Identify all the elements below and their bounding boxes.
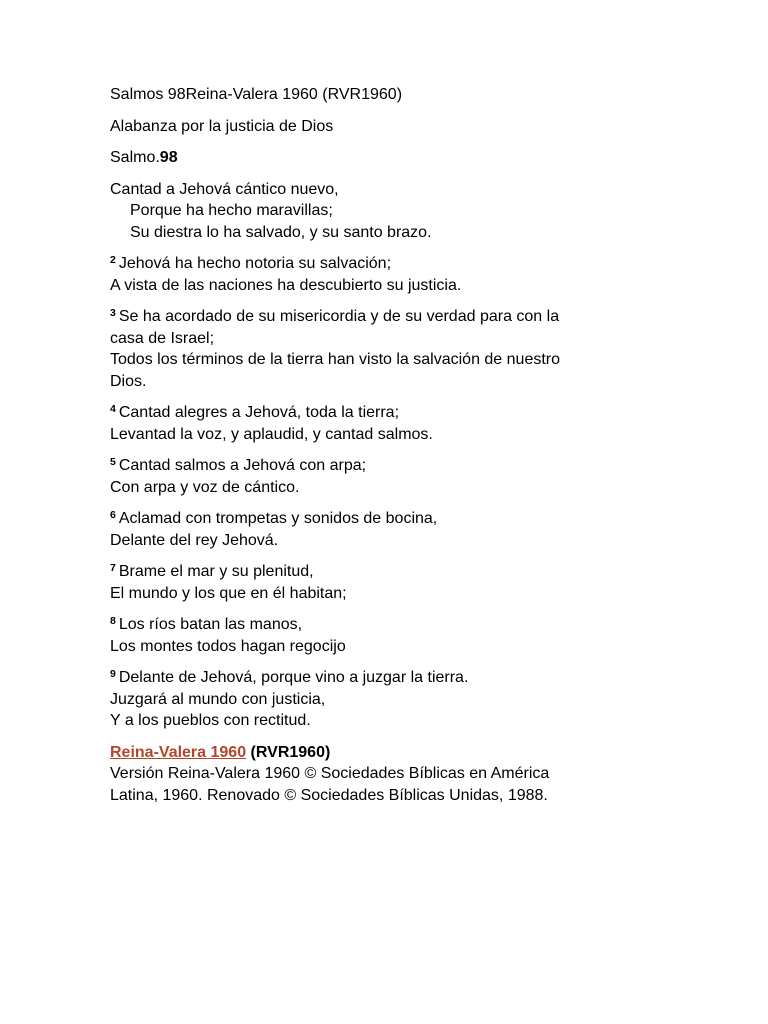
copyright-line-2: Latina, 1960. Renovado © Sociedades Bíblicas Unidas, 1988. <box>110 786 548 804</box>
verse-text: Dios. <box>110 372 147 390</box>
verse-line <box>110 200 670 222</box>
verse-line <box>110 614 670 636</box>
verse-text: Delante de Jehová, porque vino a juzgar la tierra. <box>118 669 469 686</box>
verse-line <box>110 477 670 499</box>
verse <box>110 455 670 498</box>
verse-text: Los ríos batan las manos, <box>118 616 303 633</box>
verse-text: Porque ha hecho maravillas; <box>130 202 333 219</box>
verse-text: Levantad la voz, y aplaudid, y cantad salmos. <box>110 425 433 443</box>
version-abbreviation: (RVR1960) <box>250 743 331 761</box>
verse <box>110 306 670 392</box>
verse-text: Cantad alegres a Jehová, toda la tierra; <box>118 404 400 421</box>
verse-text: Juzgará al mundo con justicia, <box>110 690 326 708</box>
verse-number: 9 <box>110 668 116 680</box>
verse-text: Jehová ha hecho notoria su salvación; <box>118 255 392 272</box>
verse-line <box>110 253 670 275</box>
verse-line <box>110 689 670 711</box>
verse-line <box>110 349 670 371</box>
verse-text: Y a los pueblos con rectitud. <box>110 712 311 729</box>
verse-text: Su diestra lo ha salvado, y su santo brazo. <box>130 223 432 241</box>
verse-number: 5 <box>110 456 116 468</box>
verse <box>110 614 670 657</box>
verse <box>110 667 670 732</box>
verse-line <box>110 530 670 552</box>
verse-line <box>110 275 670 297</box>
verse-line <box>110 424 670 446</box>
verse <box>110 402 670 445</box>
verse <box>110 561 670 604</box>
version-footer <box>110 742 670 807</box>
verse <box>110 179 670 244</box>
verse <box>110 253 670 296</box>
verse-text: El mundo y los que en él habitan; <box>110 584 347 602</box>
document-body <box>110 84 670 806</box>
verse-line <box>110 583 670 605</box>
verse-line <box>110 455 670 477</box>
verse-text: casa de Israel; <box>110 329 215 347</box>
psalm-number: 98 <box>159 149 178 166</box>
verse-text: Cantad a Jehová cántico nuevo, <box>110 180 339 198</box>
verse-text: Todos los términos de la tierra han visto la salvación de nuestro <box>110 351 561 368</box>
copyright-line-1: Versión Reina-Valera 1960 © Sociedades Bíblicas en América <box>110 765 550 782</box>
version-link[interactable]: Reina-Valera 1960 <box>110 743 247 761</box>
verse-number: 7 <box>110 562 116 574</box>
verse-line <box>110 402 670 424</box>
verse-line <box>110 371 670 393</box>
psalm-heading <box>110 147 670 169</box>
verse-text: Cantad salmos a Jehová con arpa; <box>118 457 367 474</box>
verse-text: Aclamad con trompetas y sonidos de bocina, <box>118 510 438 527</box>
psalm-subtitle: Alabanza por la justicia de Dios <box>110 117 334 135</box>
verse-text: Se ha acordado de su misericordia y de su verdad para con la <box>118 308 560 325</box>
verse-text: A vista de las naciones ha descubierto su justicia. <box>110 276 462 294</box>
verse-number: 8 <box>110 615 116 627</box>
verse-line <box>110 561 670 583</box>
verse-text: Los montes todos hagan regocijo <box>110 637 346 655</box>
verse-line <box>110 508 670 530</box>
verse-line <box>110 306 670 328</box>
verse-number: 3 <box>110 307 116 319</box>
verse-line <box>110 636 670 658</box>
verse <box>110 508 670 551</box>
verse-line <box>110 179 670 201</box>
verse-text: Con arpa y voz de cántico. <box>110 478 300 496</box>
verse-text: Brame el mar y su plenitud, <box>118 563 314 580</box>
verse-line <box>110 710 670 732</box>
verse-line <box>110 667 670 689</box>
verse-line <box>110 328 670 350</box>
verse-number: 4 <box>110 403 116 415</box>
document-title: Salmos 98Reina-Valera 1960 (RVR1960) <box>110 86 403 103</box>
verse-number: 6 <box>110 509 116 521</box>
verse-line <box>110 222 670 244</box>
verse-number: 2 <box>110 254 116 266</box>
verse-text: Delante del rey Jehová. <box>110 531 279 549</box>
verse-list <box>110 179 670 732</box>
psalm-prefix: Salmo. <box>110 149 160 166</box>
